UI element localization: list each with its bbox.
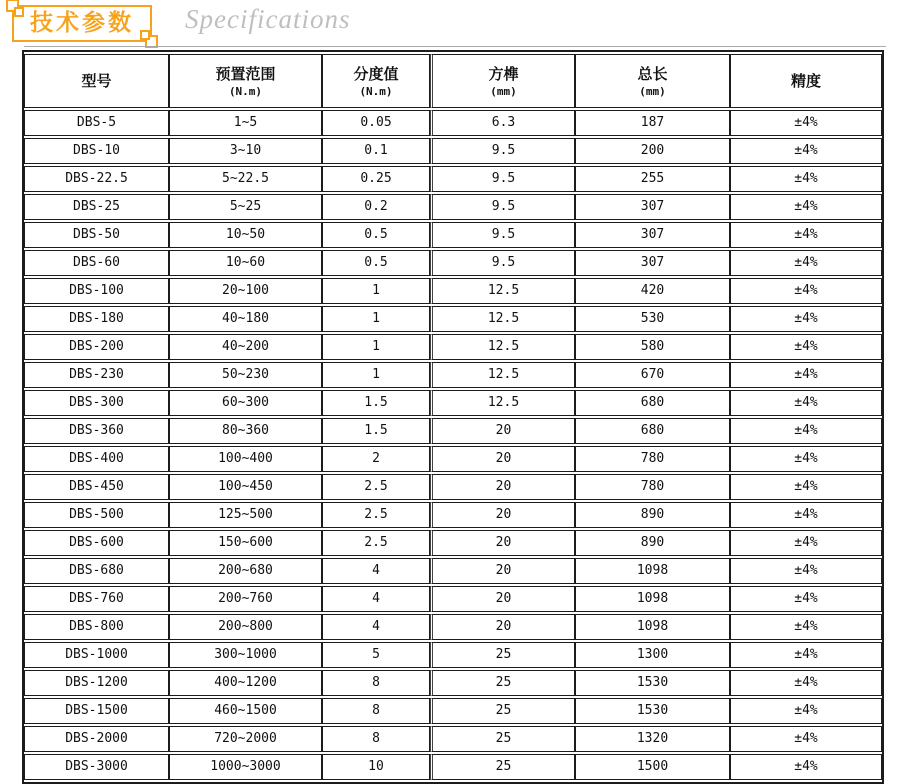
cell-preset-range: 125~500: [169, 502, 322, 528]
cell-preset-range: 3~10: [169, 138, 322, 164]
page-header: [0, 0, 900, 50]
cell-division-value: 1: [322, 362, 430, 388]
cell-total-length: 580: [575, 334, 730, 360]
cell-total-length: 255: [575, 166, 730, 192]
col-header-total-length: [575, 54, 730, 108]
col-unit: (N.m): [359, 85, 393, 98]
cell-preset-range: 1000~3000: [169, 754, 322, 780]
cell-total-length: 670: [575, 362, 730, 388]
cell-division-value: 1.5: [322, 390, 430, 416]
table-row: [24, 278, 882, 304]
cell-square-drive: 12.5: [430, 334, 575, 360]
table-row: [24, 250, 882, 276]
cell-division-value: 1: [322, 334, 430, 360]
col-label: 型号: [81, 72, 112, 90]
cell-preset-range: 10~60: [169, 250, 322, 276]
cell-model: DBS-680: [24, 558, 169, 584]
cell-accuracy: ±4%: [730, 194, 882, 220]
cell-accuracy: ±4%: [730, 362, 882, 388]
cell-total-length: 890: [575, 530, 730, 556]
cell-square-drive: 25: [430, 698, 575, 724]
cell-preset-range: 40~200: [169, 334, 322, 360]
col-label: 分度值: [353, 65, 399, 83]
cell-division-value: 4: [322, 586, 430, 612]
cell-model: DBS-50: [24, 222, 169, 248]
cell-model: DBS-180: [24, 306, 169, 332]
cell-model: DBS-800: [24, 614, 169, 640]
cell-model: DBS-500: [24, 502, 169, 528]
cell-total-length: 307: [575, 250, 730, 276]
cell-accuracy: ±4%: [730, 250, 882, 276]
cell-total-length: 680: [575, 390, 730, 416]
cell-accuracy: ±4%: [730, 446, 882, 472]
cell-preset-range: 50~230: [169, 362, 322, 388]
cell-square-drive: 12.5: [430, 362, 575, 388]
cell-division-value: 1: [322, 306, 430, 332]
cell-model: DBS-600: [24, 530, 169, 556]
cell-division-value: 2: [322, 446, 430, 472]
cell-square-drive: 25: [430, 754, 575, 780]
cell-accuracy: ±4%: [730, 670, 882, 696]
cell-total-length: 1530: [575, 698, 730, 724]
cell-preset-range: 20~100: [169, 278, 322, 304]
table-row: [24, 362, 882, 388]
cell-preset-range: 720~2000: [169, 726, 322, 752]
cell-division-value: 8: [322, 698, 430, 724]
cell-preset-range: 5~25: [169, 194, 322, 220]
cell-preset-range: 300~1000: [169, 642, 322, 668]
cell-total-length: 680: [575, 418, 730, 444]
cell-model: DBS-1500: [24, 698, 169, 724]
cell-model: DBS-10: [24, 138, 169, 164]
table-row: [24, 530, 882, 556]
cell-total-length: 780: [575, 446, 730, 472]
cell-preset-range: 100~400: [169, 446, 322, 472]
cell-accuracy: ±4%: [730, 110, 882, 136]
cell-accuracy: ±4%: [730, 222, 882, 248]
cell-accuracy: ±4%: [730, 726, 882, 752]
cell-division-value: 2.5: [322, 474, 430, 500]
table-row: [24, 390, 882, 416]
table-row: [24, 194, 882, 220]
cell-division-value: 1: [322, 278, 430, 304]
cell-total-length: 1530: [575, 670, 730, 696]
col-header-model: [24, 54, 169, 108]
cell-division-value: 0.5: [322, 250, 430, 276]
cell-square-drive: 9.5: [430, 166, 575, 192]
cell-model: DBS-1200: [24, 670, 169, 696]
cell-division-value: 2.5: [322, 502, 430, 528]
cell-preset-range: 200~800: [169, 614, 322, 640]
col-label: 精度: [790, 72, 821, 90]
cell-division-value: 0.05: [322, 110, 430, 136]
cell-square-drive: 20: [430, 530, 575, 556]
header-divider: [24, 46, 886, 47]
title-frame: [12, 5, 152, 42]
cell-accuracy: ±4%: [730, 642, 882, 668]
cell-model: DBS-5: [24, 110, 169, 136]
table-row: [24, 614, 882, 640]
cell-accuracy: ±4%: [730, 334, 882, 360]
col-header-accuracy: [730, 54, 882, 108]
cell-division-value: 0.5: [322, 222, 430, 248]
cell-square-drive: 9.5: [430, 222, 575, 248]
cell-total-length: 1500: [575, 754, 730, 780]
cell-total-length: 420: [575, 278, 730, 304]
cell-total-length: 307: [575, 222, 730, 248]
corner-ornament-icon: [6, 0, 19, 12]
cell-square-drive: 20: [430, 558, 575, 584]
cell-square-drive: 20: [430, 502, 575, 528]
spec-table: [24, 52, 882, 782]
cell-accuracy: ±4%: [730, 754, 882, 780]
table-row: [24, 558, 882, 584]
cell-division-value: 0.25: [322, 166, 430, 192]
cell-model: DBS-200: [24, 334, 169, 360]
cell-accuracy: ±4%: [730, 530, 882, 556]
cell-accuracy: ±4%: [730, 278, 882, 304]
cell-preset-range: 460~1500: [169, 698, 322, 724]
table-row: [24, 642, 882, 668]
col-unit: (mm): [490, 85, 517, 98]
cell-square-drive: 20: [430, 586, 575, 612]
cell-preset-range: 5~22.5: [169, 166, 322, 192]
table-row: [24, 586, 882, 612]
cell-model: DBS-25: [24, 194, 169, 220]
cell-model: DBS-3000: [24, 754, 169, 780]
col-header-division-value: [322, 54, 430, 108]
cell-division-value: 8: [322, 726, 430, 752]
cell-division-value: 2.5: [322, 530, 430, 556]
cell-model: DBS-230: [24, 362, 169, 388]
cell-model: DBS-100: [24, 278, 169, 304]
table-row: [24, 474, 882, 500]
table-row: [24, 306, 882, 332]
cell-preset-range: 80~360: [169, 418, 322, 444]
page-title-chinese: 技术参数: [30, 10, 134, 36]
cell-square-drive: 9.5: [430, 138, 575, 164]
cell-square-drive: 20: [430, 446, 575, 472]
cell-model: DBS-2000: [24, 726, 169, 752]
cell-division-value: 5: [322, 642, 430, 668]
cell-preset-range: 200~760: [169, 586, 322, 612]
cell-square-drive: 12.5: [430, 278, 575, 304]
cell-model: DBS-300: [24, 390, 169, 416]
cell-preset-range: 10~50: [169, 222, 322, 248]
table-row: [24, 698, 882, 724]
table-row: [24, 754, 882, 780]
cell-square-drive: 12.5: [430, 390, 575, 416]
cell-division-value: 1.5: [322, 418, 430, 444]
cell-square-drive: 25: [430, 726, 575, 752]
cell-preset-range: 40~180: [169, 306, 322, 332]
cell-model: DBS-400: [24, 446, 169, 472]
col-unit: (mm): [639, 85, 666, 98]
col-label: 预置范围: [215, 65, 276, 83]
cell-square-drive: 9.5: [430, 250, 575, 276]
cell-square-drive: 6.3: [430, 110, 575, 136]
cell-model: DBS-1000: [24, 642, 169, 668]
page-title-english: Specifications: [185, 4, 351, 34]
cell-accuracy: ±4%: [730, 306, 882, 332]
col-header-square-drive: [430, 54, 575, 108]
table-row: [24, 726, 882, 752]
cell-accuracy: ±4%: [730, 138, 882, 164]
cell-total-length: 890: [575, 502, 730, 528]
table-header-row: [24, 54, 882, 108]
cell-total-length: 187: [575, 110, 730, 136]
cell-division-value: 4: [322, 558, 430, 584]
table-row: [24, 138, 882, 164]
table-row: [24, 222, 882, 248]
spec-table-container: [22, 50, 884, 784]
cell-preset-range: 400~1200: [169, 670, 322, 696]
cell-total-length: 1098: [575, 586, 730, 612]
cell-square-drive: 20: [430, 418, 575, 444]
col-label: 方榫: [488, 65, 519, 83]
cell-accuracy: ±4%: [730, 614, 882, 640]
cell-division-value: 4: [322, 614, 430, 640]
cell-square-drive: 12.5: [430, 306, 575, 332]
cell-model: DBS-450: [24, 474, 169, 500]
cell-preset-range: 150~600: [169, 530, 322, 556]
table-row: [24, 502, 882, 528]
cell-accuracy: ±4%: [730, 418, 882, 444]
cell-square-drive: 9.5: [430, 194, 575, 220]
cell-division-value: 0.1: [322, 138, 430, 164]
cell-total-length: 200: [575, 138, 730, 164]
cell-accuracy: ±4%: [730, 558, 882, 584]
cell-accuracy: ±4%: [730, 586, 882, 612]
cell-preset-range: 60~300: [169, 390, 322, 416]
cell-division-value: 8: [322, 670, 430, 696]
cell-square-drive: 25: [430, 670, 575, 696]
cell-preset-range: 200~680: [169, 558, 322, 584]
cell-division-value: 10: [322, 754, 430, 780]
cell-preset-range: 1~5: [169, 110, 322, 136]
col-header-preset-range: [169, 54, 322, 108]
cell-accuracy: ±4%: [730, 698, 882, 724]
cell-square-drive: 20: [430, 614, 575, 640]
spec-table-body: [24, 110, 882, 780]
cell-accuracy: ±4%: [730, 502, 882, 528]
col-unit: (N.m): [228, 85, 263, 98]
cell-total-length: 1098: [575, 614, 730, 640]
cell-model: DBS-60: [24, 250, 169, 276]
cell-total-length: 1320: [575, 726, 730, 752]
cell-total-length: 1300: [575, 642, 730, 668]
cell-total-length: 530: [575, 306, 730, 332]
cell-total-length: 1098: [575, 558, 730, 584]
table-row: [24, 334, 882, 360]
cell-accuracy: ±4%: [730, 390, 882, 416]
cell-model: DBS-760: [24, 586, 169, 612]
table-row: [24, 670, 882, 696]
cell-total-length: 307: [575, 194, 730, 220]
cell-division-value: 0.2: [322, 194, 430, 220]
col-label: 总长: [637, 65, 668, 83]
table-row: [24, 418, 882, 444]
cell-preset-range: 100~450: [169, 474, 322, 500]
table-row: [24, 110, 882, 136]
table-row: [24, 166, 882, 192]
cell-square-drive: 25: [430, 642, 575, 668]
cell-model: DBS-22.5: [24, 166, 169, 192]
cell-accuracy: ±4%: [730, 166, 882, 192]
cell-accuracy: ±4%: [730, 474, 882, 500]
cell-total-length: 780: [575, 474, 730, 500]
table-row: [24, 446, 882, 472]
cell-model: DBS-360: [24, 418, 169, 444]
cell-square-drive: 20: [430, 474, 575, 500]
